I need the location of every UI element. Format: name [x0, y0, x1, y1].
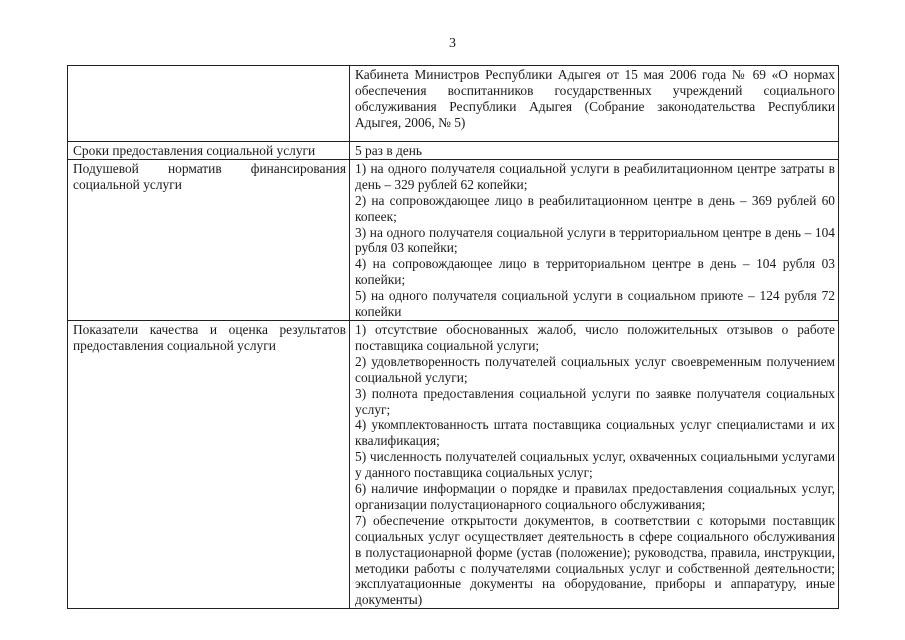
- value-line: 6) наличие информации о порядке и правилах предоставления социальных услуг, организации полустационарного социального обслуживания;: [355, 481, 835, 512]
- table-row: [68, 142, 839, 160]
- value-line: 2) на сопровождающее лицо в реабилитационном центре в день – 369 рублей 60 копеек;: [355, 192, 835, 224]
- value-line: 5) численность получателей социальных услуг, охваченных социальными услугами у данного поставщика социальных услуг;: [355, 449, 835, 481]
- value-line: 1) отсутствие обоснованных жалоб, число положительных отзывов о работе поставщика социальной услуги;: [355, 321, 835, 353]
- page-number: 3: [449, 36, 456, 51]
- value-line: 3) полнота предоставления социальной услуги по заявке получателя социальных услуг;: [355, 385, 835, 417]
- row-value-cell: [350, 66, 839, 142]
- value-line: 5) на одного получателя социальной услуги в социальном приюте – 124 рубля 72 копейки: [355, 288, 835, 320]
- value-line: 7) обеспечение открытости документов, в соответствии с которыми поставщик социальных услуг осуществляет деятельность в сфере социального обслуживания в полустационарной форме (устав (положение); руководства, правила, инструкции, методики работы с получателями социальных услуг и собственной деятельности; эксплуатационные документы на оборудование, приборы и аппаратуру, иные документы): [355, 512, 835, 608]
- table-row: [68, 66, 839, 142]
- value-line: 4) укомплектованность штата поставщика социальных услуг специалистами и их квалификация;: [355, 417, 835, 449]
- value-line: 1) на одного получателя социальной услуги в реабилитационном центре затраты в день – 329 рублей 62 копейки;: [355, 160, 835, 192]
- row-label-cell: [68, 66, 350, 142]
- value-line: 2) удовлетворенность получателей социальных услуг своевременным получением социальной услуги;: [355, 353, 835, 385]
- table-row: [68, 320, 839, 608]
- table-row: [68, 159, 839, 320]
- value-line: Кабинета Министров Республики Адыгея от 15 мая 2006 года № 69 «О нормах обеспечения воспитанников государственных учреждений социального обслуживания Республики Адыгея (Собрание законодательства Республики Адыгея, 2006, № 5): [355, 67, 835, 130]
- row-label-cell: Сроки предоставления социальной услуги: [68, 142, 350, 160]
- value-line: 4) на сопровождающее лицо в территориальном центре в день – 104 рубля 03 копейки;: [355, 256, 835, 288]
- row-value-cell: [350, 142, 839, 160]
- row-label-cell: Подушевой норматив финансирования социальной услуги: [68, 159, 350, 320]
- value-line: 3) на одного получателя социальной услуги в территориальном центре в день – 104 рубля 03 копейки;: [355, 224, 835, 256]
- value-line: 5 раз в день: [355, 143, 423, 158]
- row-value-cell: [350, 159, 839, 320]
- row-label-cell: Показатели качества и оценка результатов предоставления социальной услуги: [68, 320, 350, 608]
- row-value-cell: [350, 320, 839, 608]
- service-table: [67, 65, 839, 609]
